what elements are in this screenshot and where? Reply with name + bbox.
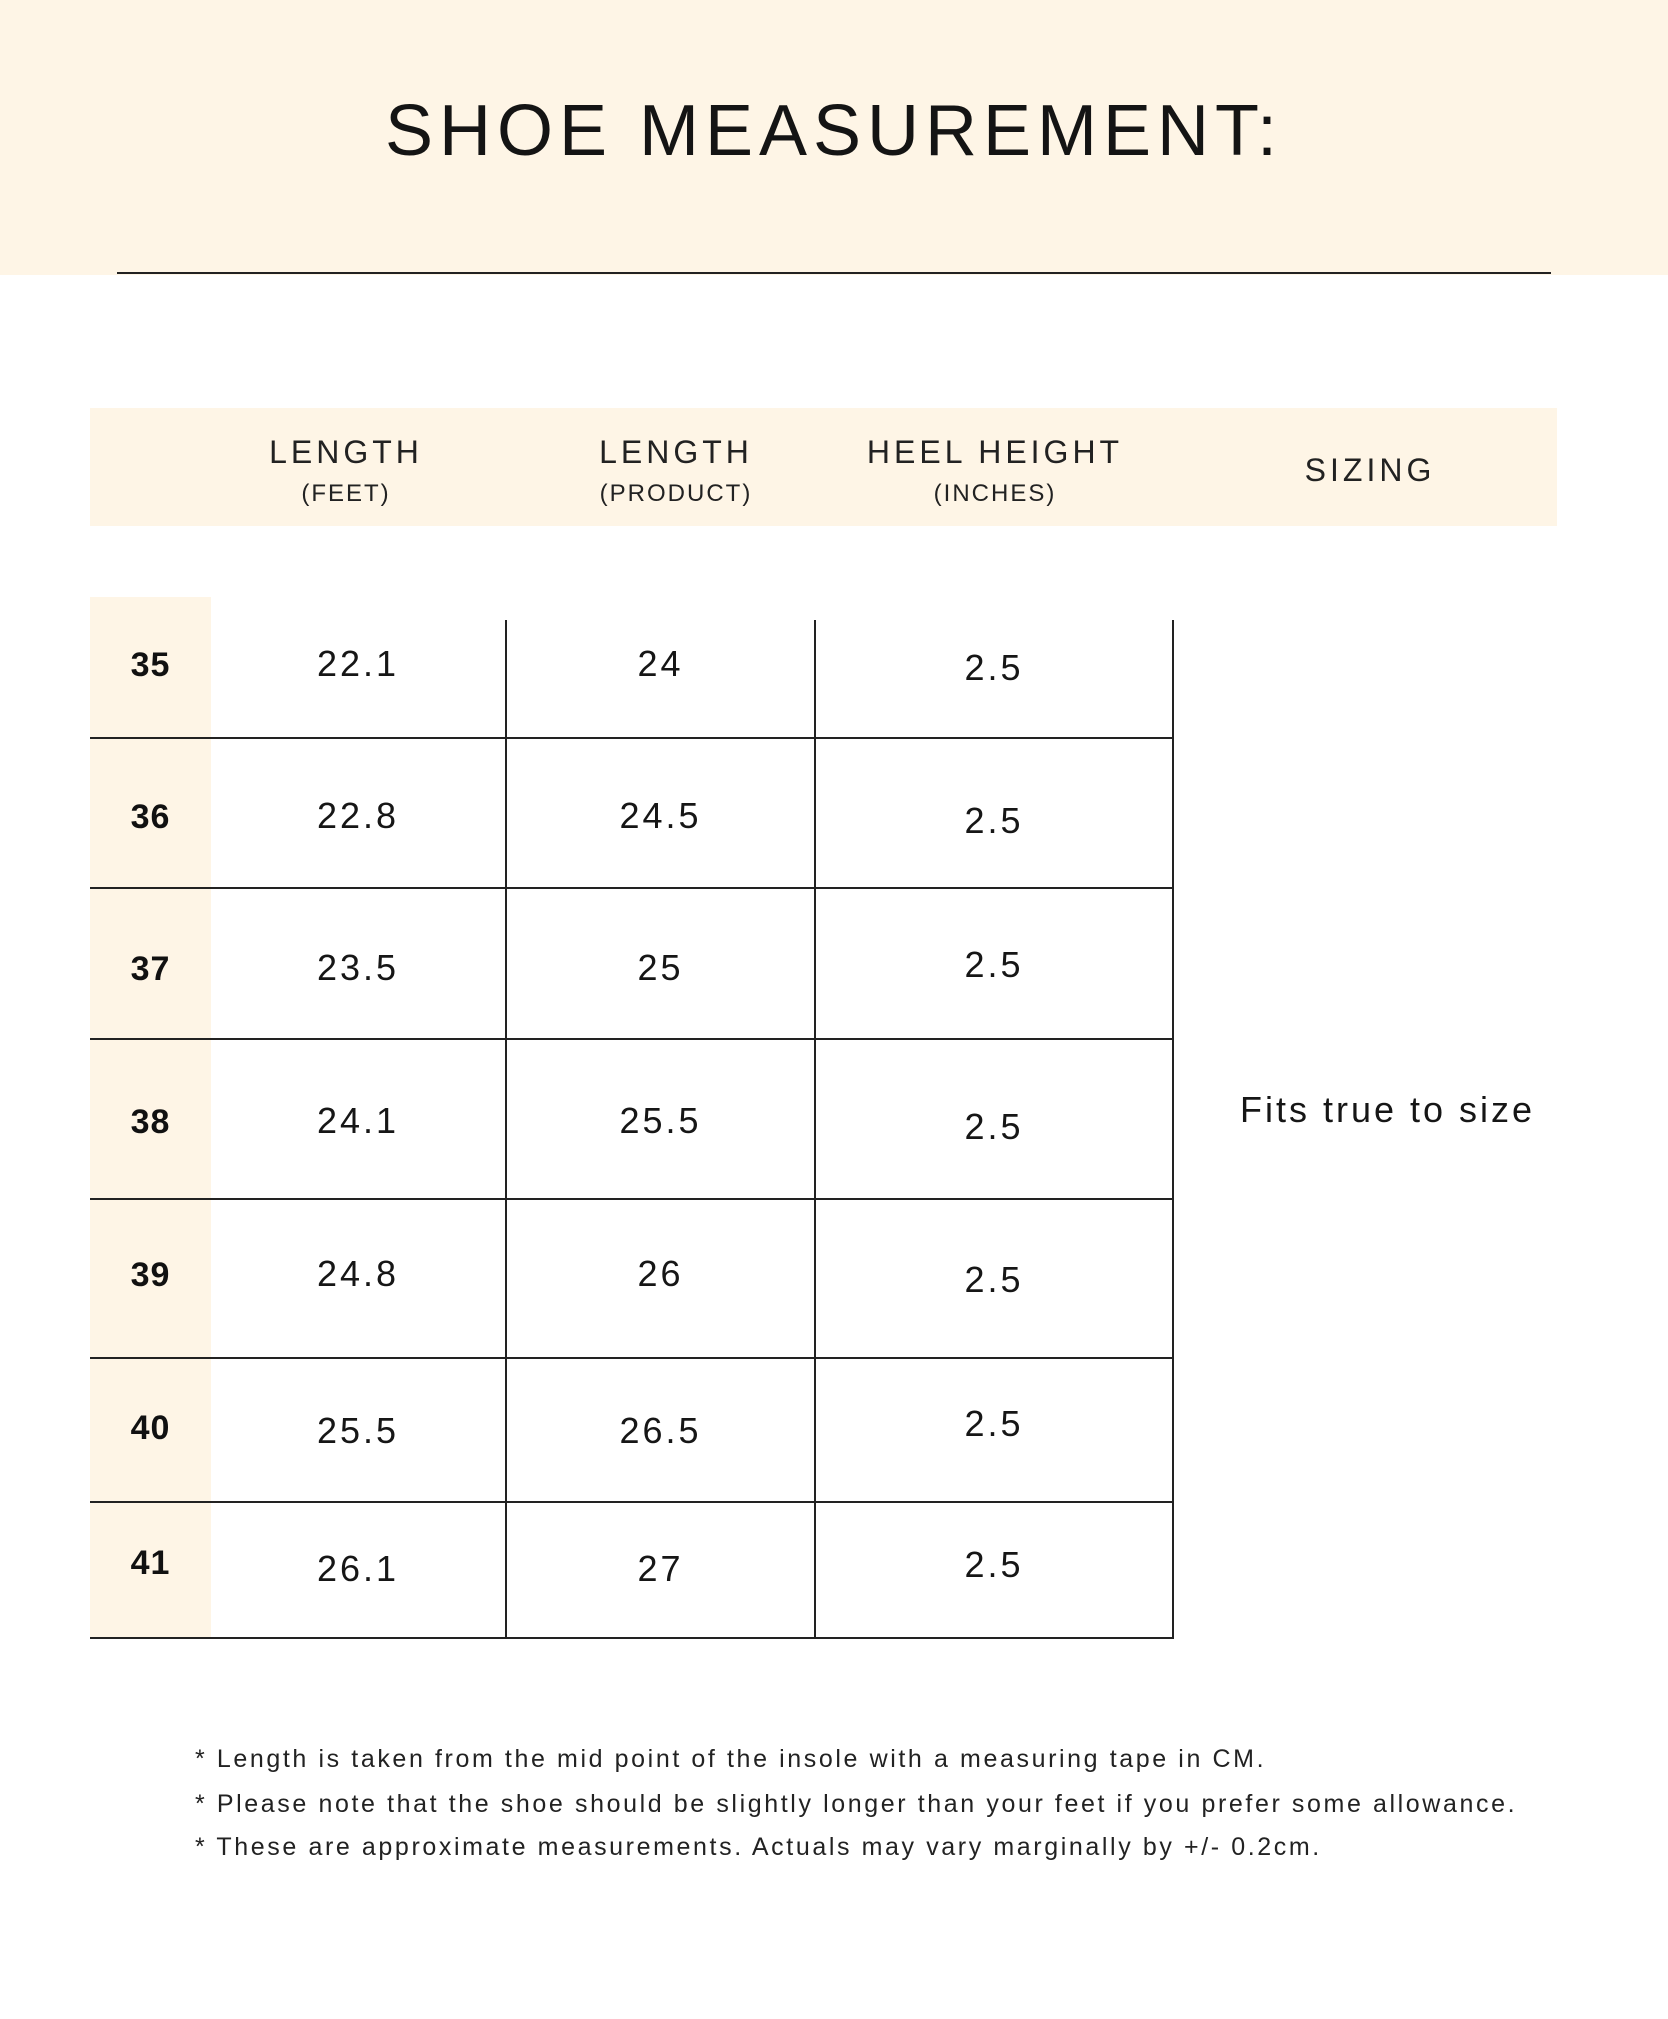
sizing-note: Fits true to size bbox=[1240, 1089, 1536, 1130]
header-length-product-label: LENGTH bbox=[599, 434, 753, 470]
heel-height-40: 2.5 bbox=[964, 1403, 1024, 1444]
feet-length-35: 22.1 bbox=[316, 643, 400, 684]
size-label-36: 36 bbox=[130, 798, 171, 836]
feet-length-37: 23.5 bbox=[316, 947, 400, 988]
heel-height-37: 2.5 bbox=[964, 944, 1024, 985]
header-heel-height-unit: (INCHES) bbox=[933, 480, 1057, 507]
footnote-allowance: * Please note that the shoe should be slightly longer than your feet if you prefer some allowance. bbox=[195, 1790, 1518, 1818]
row-divider-7 bbox=[90, 1637, 1174, 1639]
heel-height-41: 2.5 bbox=[964, 1544, 1024, 1585]
heel-height-39: 2.5 bbox=[964, 1259, 1024, 1300]
header-length-feet-label: LENGTH bbox=[269, 434, 423, 470]
product-length-41: 27 bbox=[637, 1548, 684, 1589]
header-sizing bbox=[1220, 454, 1520, 486]
row-divider-2 bbox=[90, 887, 1174, 889]
header-length-product-unit: (PRODUCT) bbox=[599, 480, 753, 507]
header-length-feet-unit: (FEET) bbox=[301, 480, 391, 507]
header-heel-height-label: HEEL HEIGHT bbox=[866, 434, 1124, 470]
header-length-product bbox=[526, 436, 826, 506]
page-title: SHOE MEASUREMENT: bbox=[384, 91, 1284, 171]
product-length-36: 24.5 bbox=[619, 795, 702, 836]
heel-height-35: 2.5 bbox=[964, 647, 1024, 688]
product-length-38: 25.5 bbox=[619, 1100, 702, 1141]
row-divider-5 bbox=[90, 1357, 1174, 1359]
size-label-40: 40 bbox=[130, 1409, 171, 1447]
size-label-35: 35 bbox=[130, 646, 171, 684]
header-sizing-label: SIZING bbox=[1304, 452, 1436, 488]
product-length-40: 26.5 bbox=[619, 1410, 702, 1451]
product-length-39: 26 bbox=[637, 1253, 684, 1294]
column-divider-3 bbox=[1172, 620, 1174, 1639]
size-label-38: 38 bbox=[130, 1103, 171, 1141]
heel-height-38: 2.5 bbox=[964, 1106, 1024, 1147]
feet-length-39: 24.8 bbox=[316, 1253, 400, 1294]
feet-length-40: 25.5 bbox=[316, 1410, 400, 1451]
size-label-37: 37 bbox=[130, 950, 171, 988]
feet-length-36: 22.8 bbox=[316, 795, 400, 836]
row-divider-3 bbox=[90, 1038, 1174, 1040]
heel-height-36: 2.5 bbox=[964, 800, 1024, 841]
product-length-37: 25 bbox=[637, 947, 684, 988]
footnote-approximate: * These are approximate measurements. Actuals may vary marginally by +/- 0.2cm. bbox=[195, 1833, 1322, 1861]
row-divider-4 bbox=[90, 1198, 1174, 1200]
row-divider-1 bbox=[90, 737, 1174, 739]
header-length-feet bbox=[211, 436, 481, 506]
footnote-measuring: * Length is taken from the mid point of the insole with a measuring tape in CM. bbox=[195, 1745, 1267, 1773]
product-length-35: 24 bbox=[637, 643, 684, 684]
header-heel-height bbox=[845, 436, 1145, 506]
size-label-41: 41 bbox=[130, 1544, 171, 1582]
row-divider-6 bbox=[90, 1501, 1174, 1503]
feet-length-38: 24.1 bbox=[316, 1100, 400, 1141]
feet-length-41: 26.1 bbox=[316, 1548, 400, 1589]
size-label-39: 39 bbox=[130, 1256, 171, 1294]
title-divider bbox=[117, 272, 1551, 274]
